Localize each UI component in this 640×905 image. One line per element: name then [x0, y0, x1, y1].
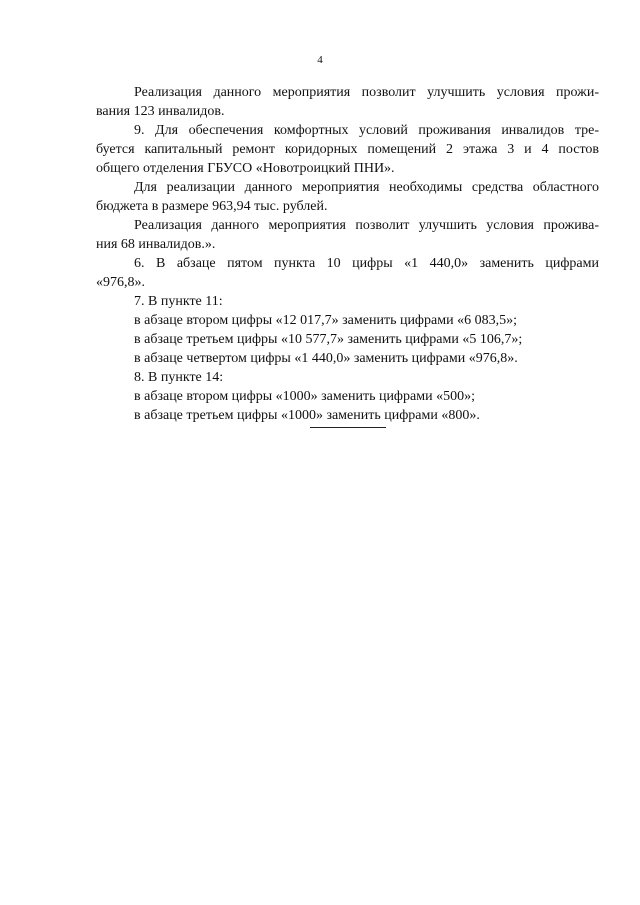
paragraph-line: в абзаце третьем цифры «10 577,7» заменить цифрами «5 106,7»;	[134, 332, 523, 347]
paragraph-line: 9. Для обеспечения комфортных условий проживания инвалидов тре-	[134, 123, 599, 138]
paragraph-line: в абзаце четвертом цифры «1 440,0» заменить цифрами «976,8».	[134, 351, 518, 366]
paragraph-line: «976,8».	[96, 275, 145, 290]
paragraph-line: 8. В пункте 14:	[134, 370, 224, 385]
end-separator-line	[310, 427, 386, 428]
document-body	[96, 83, 599, 425]
paragraph-line: в абзаце третьем цифры «1000» заменить цифрами «800».	[134, 408, 480, 423]
paragraph-line: Для реализации данного мероприятия необходимы средства областного	[134, 180, 599, 195]
paragraph-line: Реализация данного мероприятия позволит улучшить условия прожи-	[134, 85, 599, 100]
paragraph-line: ния 68 инвалидов.».	[96, 237, 216, 252]
paragraph-line: в абзаце втором цифры «1000» заменить цифрами «500»;	[134, 389, 475, 404]
paragraph-line: Реализация данного мероприятия позволит улучшить условия прожива-	[134, 218, 599, 233]
paragraph-line: 7. В пункте 11:	[134, 294, 223, 309]
page-number: 4	[317, 54, 323, 66]
paragraph-line: в абзаце втором цифры «12 017,7» заменить цифрами «6 083,5»;	[134, 313, 517, 328]
paragraph-line: бюджета в размере 963,94 тыс. рублей.	[96, 199, 328, 214]
paragraph-line: общего отделения ГБУСО «Новотроицкий ПНИ».	[96, 161, 395, 176]
paragraph-line: 6. В абзаце пятом пункта 10 цифры «1 440,0» заменить цифрами	[134, 256, 599, 271]
paragraph-line: буется капитальный ремонт коридорных помещений 2 этажа 3 и 4 постов	[96, 142, 599, 157]
paragraph-line: вания 123 инвалидов.	[96, 104, 225, 119]
